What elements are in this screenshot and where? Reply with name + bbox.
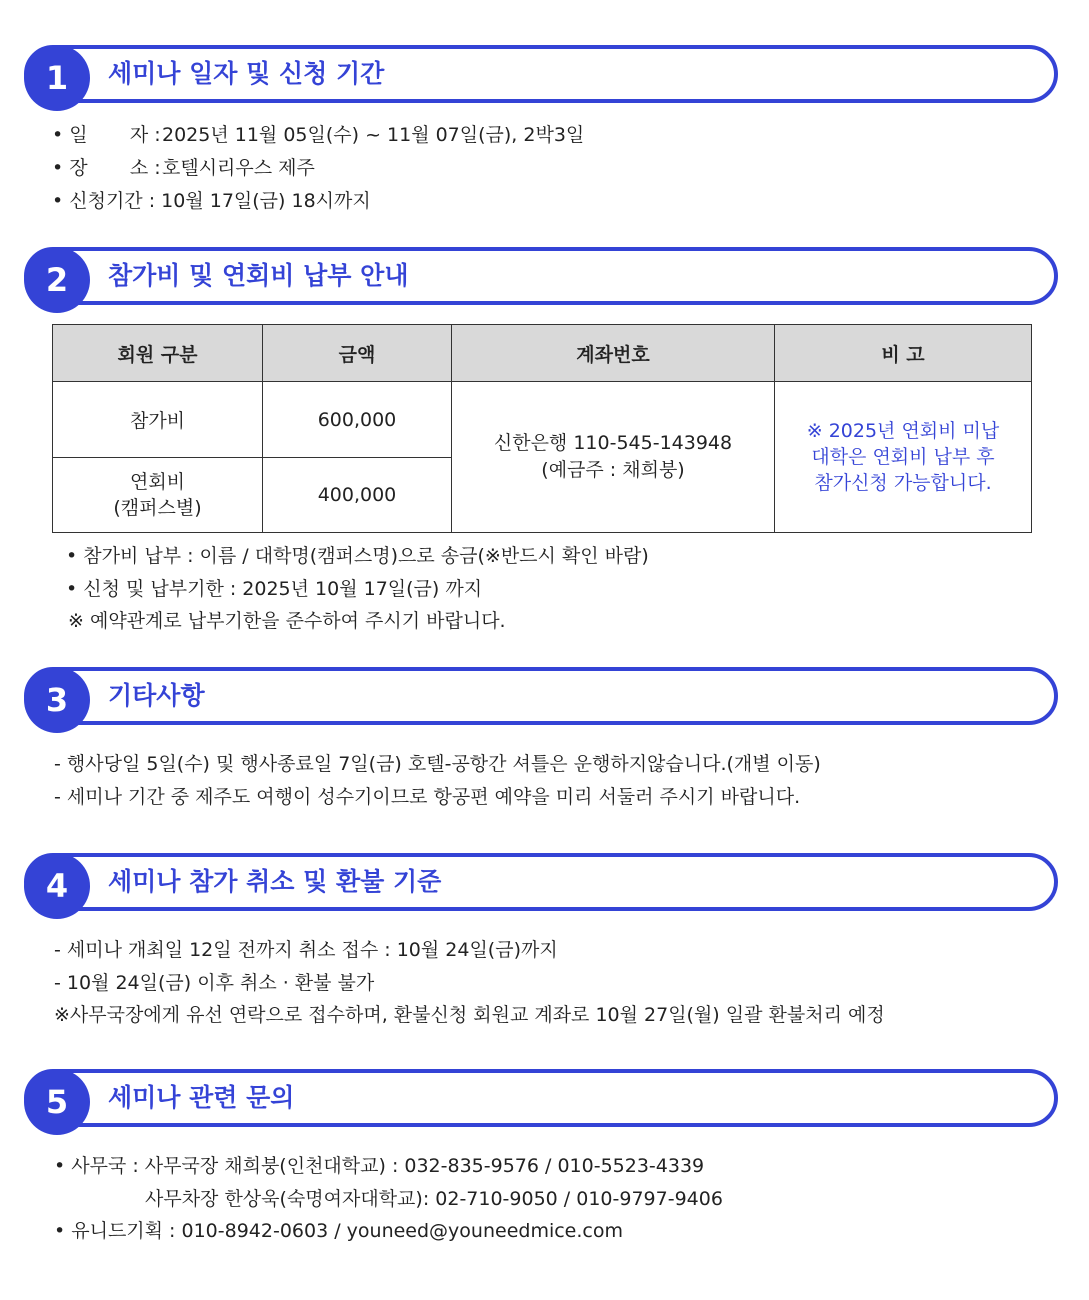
account-cell <box>452 382 775 533</box>
note-line: 대학은 연회비 납부 후 <box>811 446 995 468</box>
fee1-label: 참가비 <box>53 382 263 458</box>
table-row <box>53 382 1032 458</box>
section-5-header <box>24 1069 1058 1127</box>
contact-line: 사무차장 한상욱(숙명여자대학교): 02-710-9050 / 010-9797-9406 <box>145 1188 723 1210</box>
section-title: 세미나 참가 취소 및 환불 기준 <box>108 867 442 896</box>
section-4-header <box>24 853 1058 911</box>
date-value: 2025년 11월 05일(수) ~ 11월 07일(금), 2박3일 <box>162 124 585 146</box>
section-number-badge: 1 <box>24 45 90 111</box>
account-holder: (예금주 : 채희붕) <box>541 459 685 481</box>
section-number-badge: 2 <box>24 247 90 313</box>
section-title: 기타사항 <box>108 681 205 710</box>
period-value: 10월 17일(금) 18시까지 <box>161 190 371 212</box>
fee2-amount: 400,000 <box>263 458 452 533</box>
place-value: 호텔시리우스 제주 <box>162 157 315 179</box>
remarks-cell <box>775 382 1032 533</box>
refund-line: - 10월 24일(금) 이후 취소 · 환불 불가 <box>54 972 375 994</box>
refund-line: - 세미나 개최일 12일 전까지 취소 접수 : 10월 24일(금)까지 <box>54 939 558 961</box>
col-amount: 금액 <box>263 325 452 382</box>
fee-table <box>52 324 1032 533</box>
seminar-date-line <box>52 121 584 149</box>
col-account: 계좌번호 <box>452 325 775 382</box>
deadline-notice: ※ 예약관계로 납부기한을 준수하여 주시기 바랍니다. <box>68 610 506 632</box>
deadline-bullet: • 신청 및 납부기한 : 2025년 10월 17일(금) 까지 <box>66 578 483 600</box>
section-number-badge: 5 <box>24 1069 90 1135</box>
contact-line: • 유니드기획 : 010-8942-0603 / youneed@youneedmice.com <box>54 1220 623 1242</box>
section-3-header <box>24 667 1058 725</box>
period-label: • 신청기간 : <box>52 190 156 212</box>
payment-bullet: • 참가비 납부 : 이름 / 대학명(캠퍼스명)으로 송금(※반드시 확인 바람) <box>66 545 649 567</box>
application-period-line <box>52 187 371 215</box>
contact-line: • 사무국 : 사무국장 채희붕(인천대학교) : 032-835-9576 / 010-5523-4339 <box>54 1155 705 1177</box>
fee2-label-sub: (캠퍼스별) <box>113 497 202 519</box>
section-number-badge: 3 <box>24 667 90 733</box>
account-number: 신한은행 110-545-143948 <box>493 432 733 454</box>
section-number-badge: 4 <box>24 853 90 919</box>
section-title: 세미나 관련 문의 <box>108 1083 295 1112</box>
fee1-amount: 600,000 <box>263 382 452 458</box>
note-line: 참가신청 가능합니다. <box>814 472 992 494</box>
misc-line: - 세미나 기간 중 제주도 여행이 성수기이므로 항공편 예약을 미리 서둘러 주시기 바랍니다. <box>54 786 801 808</box>
section-2-header <box>24 247 1058 305</box>
section-title: 세미나 일자 및 신청 기간 <box>108 59 385 88</box>
section-title: 참가비 및 연회비 납부 안내 <box>108 261 409 290</box>
col-member-type: 회원 구분 <box>53 325 263 382</box>
table-header-row <box>53 325 1032 382</box>
section-1-header <box>24 45 1058 103</box>
fee2-label-line: 연회비 <box>129 471 186 493</box>
refund-notice: ※사무국장에게 유선 연락으로 접수하며, 환불신청 회원교 계좌로 10월 27일(월) 일괄 환불처리 예정 <box>54 1004 885 1026</box>
date-label: • 일 자 : <box>52 124 161 146</box>
col-remarks: 비 고 <box>775 325 1032 382</box>
place-label: • 장 소 : <box>52 157 161 179</box>
note-line: ※ 2025년 연회비 미납 <box>806 420 1000 442</box>
misc-line: - 행사당일 5일(수) 및 행사종료일 7일(금) 호텔-공항간 셔틀은 운행하지않습니다.(개별 이동) <box>54 753 821 775</box>
seminar-place-line <box>52 154 315 182</box>
fee2-label <box>53 458 263 533</box>
